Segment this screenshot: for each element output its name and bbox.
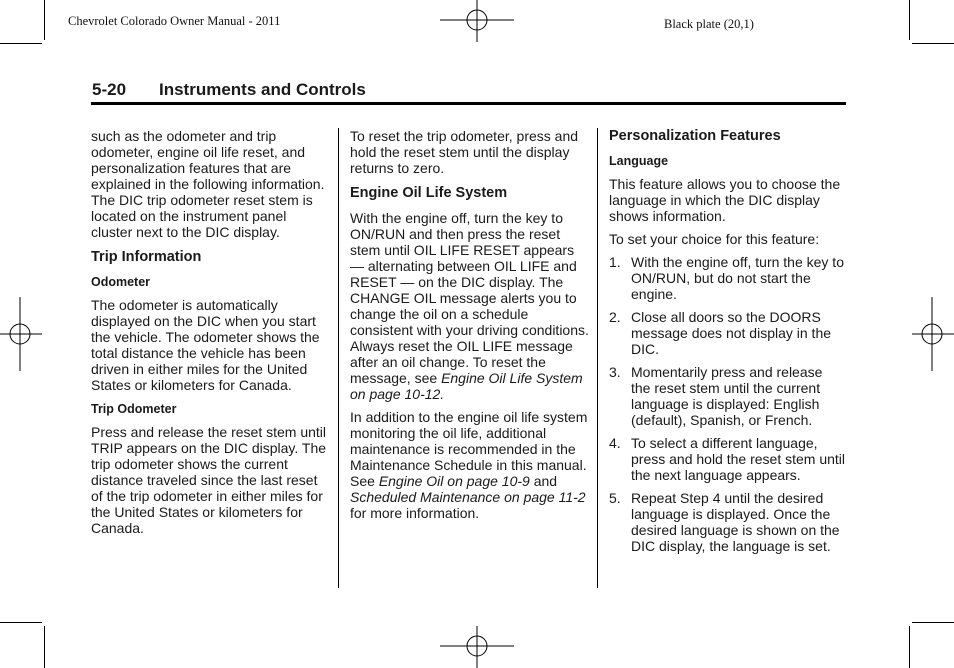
registration-mark-left: [0, 297, 42, 371]
maintenance-end-text: for more information.: [350, 505, 480, 521]
column-divider: [338, 128, 339, 588]
registration-mark-right: [912, 297, 954, 371]
column-2: [350, 128, 590, 528]
intro-paragraph: such as the odometer and trip odometer, engine oil life reset, and personalization features that are explained in the following information. The DIC trip odometer reset stem is located on the instrument panel cluster next to the DIC display.: [91, 128, 325, 240]
step-number: 3.: [609, 364, 621, 380]
language-paragraph: This feature allows you to choose the language in which the DIC display shows information.: [609, 176, 841, 224]
list-item: [609, 364, 845, 428]
trip-information-heading: Trip Information: [91, 249, 202, 265]
plate-label: Black plate (20,1): [664, 17, 754, 31]
trip-odometer-paragraph: Press and release the reset stem until TRIP appears on the DIC display. The trip odometer shows the current distance traveled since the last reset of the trip odometer in either miles for the United States or kilometers for Canada.: [91, 424, 327, 536]
list-item: [609, 309, 845, 357]
step-text: Repeat Step 4 until the desired language is displayed. Once the desired language is shown on the DIC display, the language is set.: [631, 490, 840, 554]
trip-odometer-heading: Trip Odometer: [91, 402, 177, 416]
step-text: To select a different language, press and hold the reset stem until the next language appears.: [631, 435, 846, 483]
oil-life-text: With the engine off, turn the key to ON/RUN and then press the reset stem until OIL LIFE RESET appears — alternating between OIL LIFE and RESET — on the DIC display. The CHANGE OIL message alerts you to change the oil on a schedule consistent with your driving conditions. Always reset the OIL LIFE message after an oil change. To reset the message, see: [350, 210, 589, 386]
crop-mark: [909, 626, 910, 668]
and-text: and: [533, 473, 558, 489]
step-text: Momentarily press and release the reset stem until the current language is displayed: English (default), Spanish, or French.: [631, 364, 823, 428]
header-rule: [91, 102, 846, 105]
registration-mark-bottom: [440, 626, 514, 668]
section-title: Instruments and Controls: [159, 80, 366, 99]
odometer-heading: Odometer: [91, 275, 151, 289]
step-number: 1.: [609, 254, 621, 270]
personalization-heading: Personalization Features: [609, 128, 781, 144]
crop-mark: [912, 43, 954, 44]
book-title: Chevrolet Colorado Owner Manual - 2011: [68, 14, 281, 28]
column-3: [609, 128, 845, 561]
page-number: 5-20: [92, 80, 127, 99]
list-item: [609, 254, 845, 302]
odometer-paragraph: The odometer is automatically displayed on the DIC when you start the vehicle. The odometer shows the total distance the vehicle has been driven in either miles for the United States or kilometers for Canada.: [91, 297, 320, 393]
maintenance-paragraph: [350, 409, 590, 521]
crop-mark: [909, 0, 910, 40]
engine-oil-life-paragraph: [350, 210, 590, 402]
language-steps-list: [609, 254, 845, 554]
list-item: [609, 490, 845, 554]
step-number: 5.: [609, 490, 621, 506]
oil-life-reference-link[interactable]: Engine Oil Life System on page 10-12.: [350, 370, 583, 402]
column-1: [91, 128, 331, 543]
engine-oil-life-heading: Engine Oil Life System: [350, 185, 508, 201]
column-divider: [597, 128, 598, 588]
step-number: 2.: [609, 309, 621, 325]
list-item: [609, 435, 845, 483]
step-text: Close all doors so the DOORS message does not display in the DIC.: [631, 309, 832, 357]
crop-mark: [44, 626, 45, 668]
reset-paragraph: To reset the trip odometer, press and hold the reset stem until the display returns to zero.: [350, 128, 579, 176]
crop-mark: [912, 622, 954, 623]
section-heading: [92, 80, 366, 100]
engine-oil-reference-link[interactable]: Engine Oil on page 10-9: [378, 473, 530, 489]
crop-mark: [0, 43, 42, 44]
scheduled-maintenance-reference-link[interactable]: Scheduled Maintenance on page 11-2: [350, 489, 586, 505]
registration-mark-top: [440, 0, 514, 42]
step-number: 4.: [609, 435, 621, 451]
crop-mark: [0, 622, 42, 623]
step-text: With the engine off, turn the key to ON/RUN, but do not start the engine.: [631, 254, 844, 302]
set-choice-paragraph: To set your choice for this feature:: [609, 231, 820, 247]
language-heading: Language: [609, 154, 669, 168]
maintenance-text: In addition to the engine oil life system monitoring the oil life, additional maintenance is recommended in the Maintenance Schedule in this manual. See: [350, 409, 588, 489]
crop-mark: [44, 0, 45, 40]
